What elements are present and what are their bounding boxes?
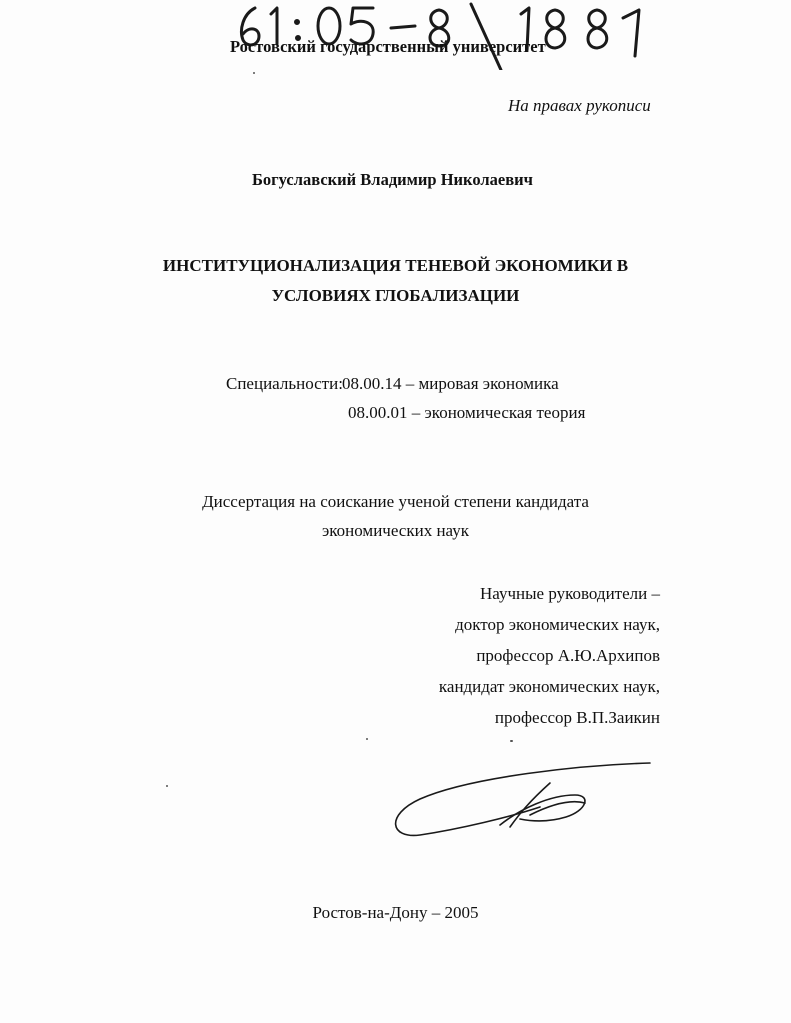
dissertation-title-line-1: ИНСТИТУЦИОНАЛИЗАЦИЯ ТЕНЕВОЙ ЭКОНОМИКИ В	[162, 256, 629, 275]
supervisor-1-degree: доктор экономических наук,	[455, 615, 660, 634]
scan-speck	[253, 72, 255, 74]
supervisors-block	[380, 578, 660, 733]
scan-speck	[366, 738, 368, 740]
author-signature	[380, 755, 670, 850]
supervisor-2-degree: кандидат экономических наук,	[438, 677, 660, 696]
scan-speck	[510, 740, 513, 742]
university-name: Ростовский государственный университет	[230, 37, 546, 56]
specialty-first: 08.00.14 – мировая экономика	[342, 374, 559, 393]
specialties-label: Специальности:	[226, 374, 343, 393]
manuscript-rights-note: На правах рукописи	[508, 96, 651, 115]
scan-speck	[166, 785, 168, 787]
handwritten-archive-number	[225, 0, 665, 70]
degree-statement-line-1: Диссертация на соискание ученой степени кандидата	[202, 492, 589, 511]
city-and-year: Ростов-на-Дону – 2005	[312, 903, 479, 922]
supervisor-1-name: профессор А.Ю.Архипов	[476, 646, 660, 665]
author-name: Богуславский Владимир Николаевич	[252, 170, 533, 189]
supervisors-heading: Научные руководители –	[480, 584, 660, 603]
supervisor-2-name: профессор В.П.Заикин	[494, 708, 660, 727]
degree-statement-line-2: экономических наук	[321, 521, 470, 540]
dissertation-title-line-2: УСЛОВИЯХ ГЛОБАЛИЗАЦИИ	[271, 286, 520, 305]
specialty-second: 08.00.01 – экономическая теория	[348, 403, 586, 422]
